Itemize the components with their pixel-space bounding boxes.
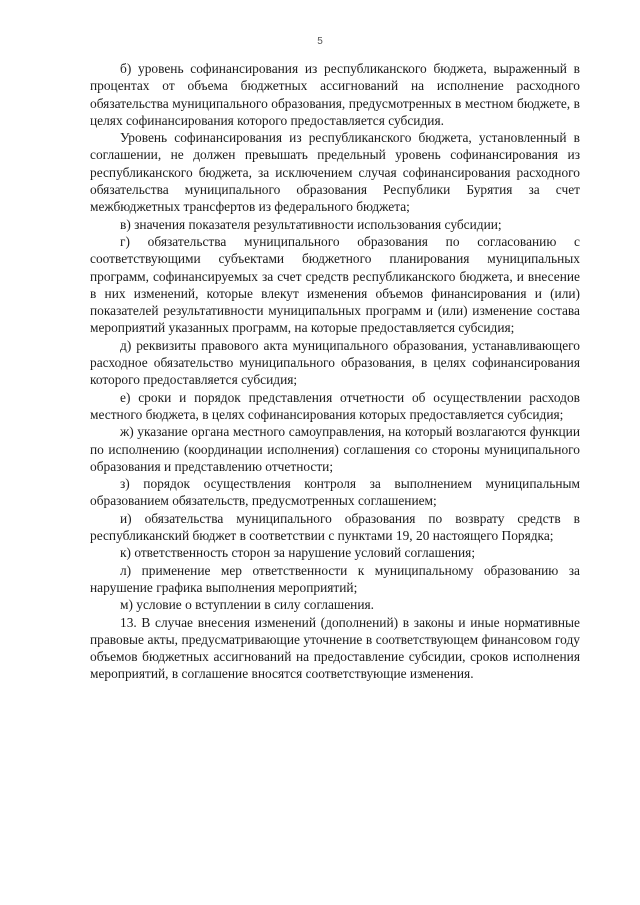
paragraph-m: м) условие о вступлении в силу соглашения. bbox=[120, 597, 374, 613]
paragraph-zh: ж) указание органа местного самоуправления, на который возлагаются функции по исполнению (координации исполнения) соглашения со стороны муниципального образования и представлению отчетности; bbox=[90, 424, 580, 474]
paragraph-b: б) уровень софинансирования из республиканского бюджета, выраженный в процентах от объема бюджетных ассигнований на исполнение расходного обязательства муниципального образования, предусмотренных в местном бюджете, в целях софинансирования которого предоставляется субсидия. bbox=[90, 61, 580, 128]
paragraph-e: е) сроки и порядок представления отчетности об осуществлении расходов местного бюджета, в целях софинансирования которых предоставляется субсидия; bbox=[90, 389, 580, 422]
paragraph-v: в) значения показателя результативности использования субсидии; bbox=[120, 216, 502, 232]
page-number: 5 bbox=[317, 36, 323, 47]
paragraph-d: д) реквизиты правового акта муниципального образования, устанавливающего расходное обязательство муниципального образования, в целях софинансирования которого предоставляется субсидия; bbox=[90, 337, 580, 388]
paragraph-cofinancing-level: Уровень софинансирования из республиканского бюджета, установленный в соглашении, не должен превышать предельный уровень софинансирования из республиканского бюджета, за исключением случая софинансирования расходного обязательства муниципального образования Республики Бурятия за счет межбюджетных трансфертов из федерального бюджета; bbox=[90, 130, 580, 215]
document-body bbox=[90, 60, 580, 683]
paragraph-13: 13. В случае внесения изменений (дополнений) в законы и иные нормативные правовые акты, предусматривающие уточнение в соответствующем финансовом году объемов бюджетных ассигнований на предоставление субсидии, сроков исполнения мероприятий, в соглашение вносятся соответствующие изменения. bbox=[90, 614, 580, 682]
paragraph-k: к) ответственность сторон за нарушение условий соглашения; bbox=[120, 545, 476, 561]
paragraph-l: л) применение мер ответственности к муниципальному образованию за нарушение графика выполнения мероприятий; bbox=[90, 562, 580, 595]
paragraph-g: г) обязательства муниципального образования по согласованию с соответствующими субъектами бюджетного планирования муниципальных программ, софинансируемых за счет средств республиканского бюджета, и внесение в них изменений, которые влекут изменения объемов финансирования и (или) показателей результативности муниципальных программ и (или) изменение состава мероприятий указанных программ, на которые предоставляется субсидия; bbox=[90, 233, 580, 336]
paragraph-z: з) порядок осуществления контроля за выполнением муниципальным образованием обязательств, предусмотренных соглашением; bbox=[90, 476, 580, 509]
paragraph-i: и) обязательства муниципального образования по возврату средств в республиканский бюджет в соответствии с пунктами 19, 20 настоящего Порядка; bbox=[90, 510, 580, 544]
